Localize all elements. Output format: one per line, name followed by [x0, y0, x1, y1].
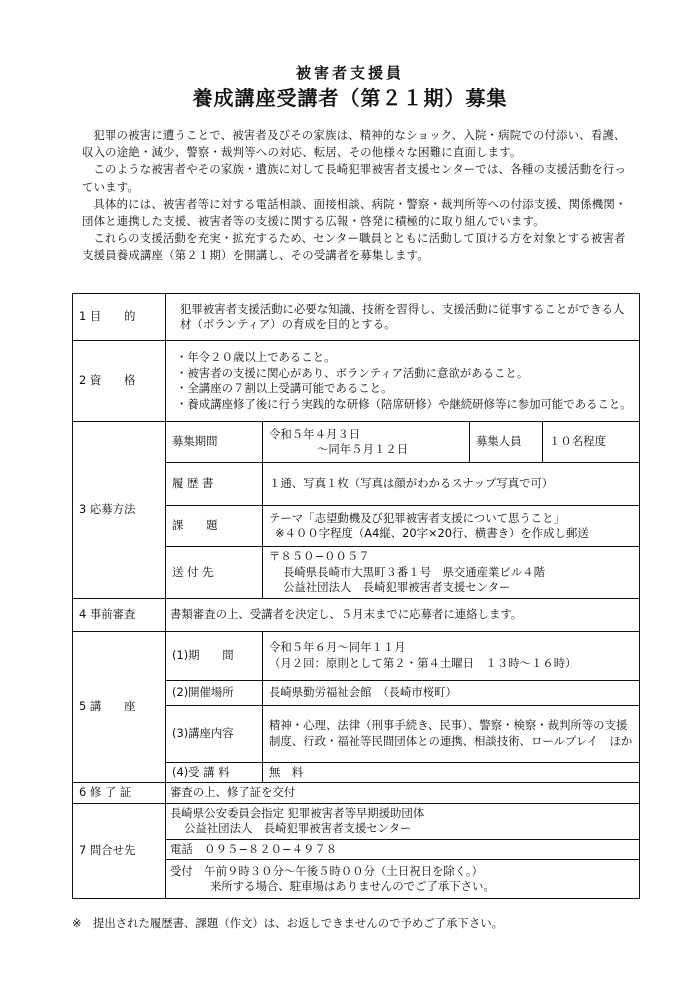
- essay-theme: テーマ「志望動機及び犯罪被害者支援について思うこと」: [269, 510, 565, 525]
- send-address: [263, 547, 640, 599]
- info-table: [72, 293, 640, 899]
- course-period-value: [263, 631, 640, 680]
- qualification-label: 2 資 格: [73, 341, 166, 422]
- parking-note: 来所する場合、駐車場はありませんのでご了承下さい。: [210, 879, 495, 893]
- intro-text: [82, 127, 634, 265]
- recruit-period-end: 〜同年５月１２日: [317, 442, 409, 456]
- row-purpose: [73, 294, 640, 341]
- recruit-period-start: 令和５年４月３日: [269, 426, 361, 441]
- footnote: ※ 提出された履歴書、課題（作文）は、お返しできませんので予めご了承下さい。: [72, 916, 503, 930]
- qualification-item: ・ 被害者の支援に関心があり、ボランティア活動に意欲があること。: [176, 366, 633, 382]
- qualification-list-cell: [166, 341, 640, 422]
- screening-label: 4 事前審査: [73, 598, 166, 631]
- course-period-range: 令和５年６月〜同年１１月: [269, 640, 406, 654]
- postal-code: 〒８５０−００５７: [269, 549, 370, 563]
- certificate-text: 審査の上、修了証を交付: [166, 783, 640, 804]
- qualification-list: [176, 350, 633, 412]
- fee-label: (4)受 講 料: [166, 762, 263, 783]
- intro-paragraph: 具体的には、被害者等に対する電話相談、面接相談、病院・警察・裁判所等への付添支援、関係機関・団体と連携した支援、被害者等の支援に関する広報・啓発に積極的に取り組んでいます。: [82, 196, 627, 229]
- contact-phone: 電話 ０９５−８２０−４９７８: [166, 839, 640, 860]
- qualification-item: ・ 全講座の７割以上受講可能であること。: [176, 381, 633, 397]
- contact-org-name: 公益社団法人 長崎犯罪被害者支援センター: [184, 821, 412, 835]
- essay-value: [263, 506, 640, 547]
- intro-paragraph: このような被害者やその家族・遺族に対して長崎犯罪被害者支援センターでは、各種の支援活動を行っています。: [82, 162, 627, 194]
- venue-value: 長崎県勤労福祉会館 （長崎市桜町）: [263, 680, 640, 705]
- certificate-label: 6 修 了 証: [73, 783, 166, 804]
- row-screening: [73, 598, 640, 631]
- recruit-period-label: 募集期間: [166, 422, 263, 463]
- essay-label: 課 題: [166, 506, 263, 547]
- row-application-period: [73, 422, 640, 463]
- send-label: 送 付 先: [166, 547, 263, 599]
- capacity-value: １０名程度: [543, 422, 640, 463]
- intro-paragraph: 犯罪の被害に遭うことで、被害者及びその家族は、精神的なショック、入院・病院での付添い、看護、収入の途絶・減少、警察・裁判等への対応、転居、その他様々な困難に直面します。: [82, 128, 626, 160]
- resume-value: １通、写真１枚（写真は顔がわかるスナップ写真で可）: [263, 463, 640, 506]
- qualification-item: ・ 養成講座修了後に行う実践的な研修（陪席研修）や継続研修等に参加可能であること。: [176, 397, 633, 413]
- contact-org: [166, 803, 640, 839]
- contact-hours: [166, 860, 640, 899]
- subtitle: 被害者支援員: [295, 64, 404, 82]
- course-schedule: （月２回：原則として第２・第４土曜日 １３時〜１６時）: [269, 655, 577, 670]
- contact-label: 7 問合せ先: [73, 803, 166, 899]
- row-qualification: [73, 341, 640, 422]
- recipient-org: 公益社団法人 長崎犯罪被害者支援センター: [283, 580, 511, 594]
- page-title: 養成講座受講者（第２１期）募集: [192, 86, 508, 110]
- row-contact-org: [73, 803, 640, 839]
- content-label: (3)講座内容: [166, 705, 263, 762]
- screening-text: 書類審査の上、受講者を決定し、５月末までに応募者に連絡します。: [166, 598, 640, 631]
- course-period-label: (1)期 間: [166, 631, 263, 680]
- intro-paragraph: これらの支援活動を充実・拡充するため、センター職員とともに活動して頂ける方を対象とする被害者支援員養成講座（第２１期）を開講し、その受講者を募集します。: [82, 231, 626, 263]
- qualification-item: ・ 年令２０歳以上であること。: [176, 350, 633, 366]
- essay-requirements: ※４００字程度（A4縦、20字×20行、横書き）を作成し郵送: [275, 526, 589, 540]
- fee-value: 無 料: [263, 762, 640, 783]
- resume-label: 履 歴 書: [166, 463, 263, 506]
- purpose-label: 1 目 的: [73, 294, 166, 341]
- purpose-text: 犯罪被害者支援活動に必要な知識、技術を習得し、支援活動に従事することができる人材（ボランティア）の育成を目的とする。: [166, 294, 640, 341]
- course-label: 5 講 座: [73, 631, 166, 783]
- row-certificate: [73, 783, 640, 804]
- content-value: 精神・心理、法律（刑事手続き、民事）、警察・検察・裁判所等の支援制度、行政・福祉等民間団体との連携、相談技術、ロールプレイ ほか: [263, 705, 640, 762]
- application-label: 3 応募方法: [73, 422, 166, 599]
- row-course-period: [73, 631, 640, 680]
- contact-org-designation: 長崎県公安委員会指定 犯罪被害者等早期援助団体: [170, 805, 425, 820]
- capacity-label: 募集人員: [470, 422, 543, 463]
- reception-hours: 受付 午前９時３０分〜午後５時００分（土日祝日を除く。）: [170, 863, 484, 878]
- venue-label: (2)開催場所: [166, 680, 263, 705]
- recruit-period-value: [263, 422, 470, 463]
- street-address: 長崎県長崎市大黒町３番１号 県交通産業ビル４階: [283, 564, 545, 579]
